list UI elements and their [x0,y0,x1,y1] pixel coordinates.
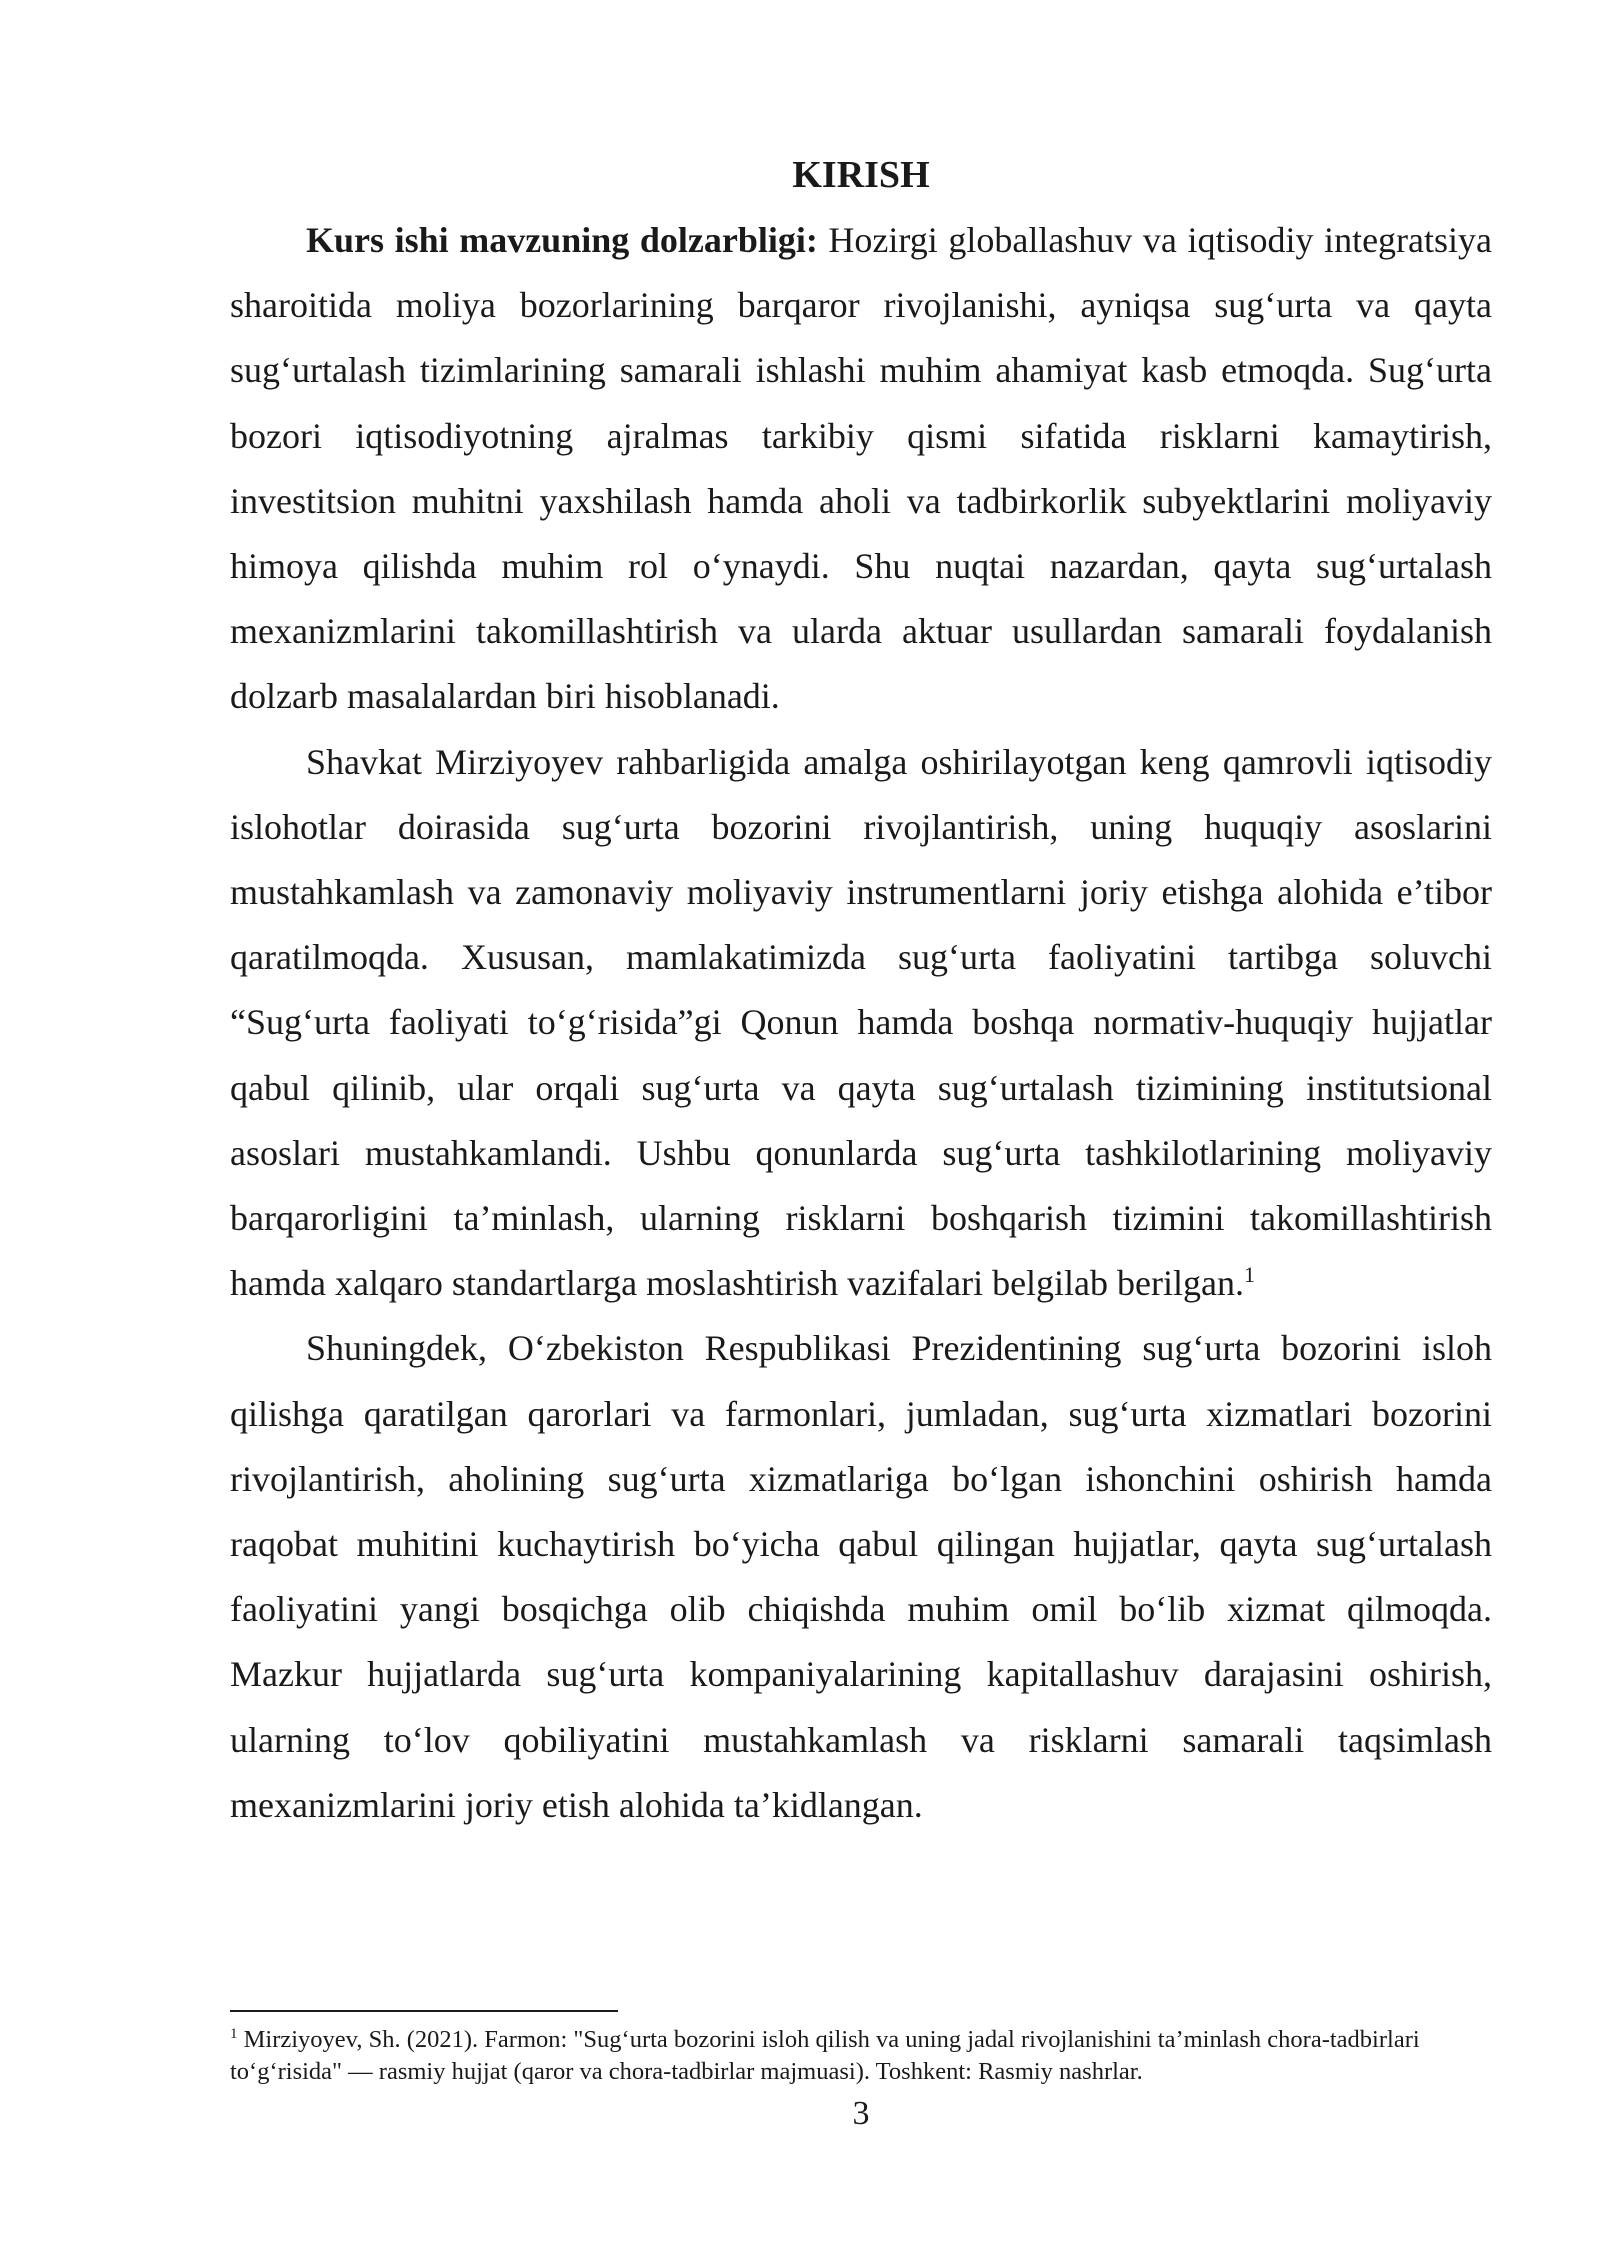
paragraph-text: Hozirgi globallashuv va iqtisodiy integratsiya sharoitida moliya bozorlarining barqaror rivojlanishi, ayniqsa sug‘urta va qayta sug‘urtalash tizimlarining samarali ishlashi muhim ahamiyat kasb etmoqda. Sug‘urta bozori iqtisodiyotning ajralmas tarkibiy qismi sifatida risklarni kamaytirish, investitsion muhitni yaxshilash hamda aholi va tadbirkorlik subyektlarini moliyaviy himoya qilishda muhim rol o‘ynaydi. Shu nuqtai nazardan, qayta sug‘urtalash mexanizmlarini takomillashtirish va ularda aktuar usullardan samarali foydalanish dolzarb masalalardan biri hisoblanadi. [230,220,1493,717]
footnote-text: Mirziyoyev, Sh. (2021). Farmon: "Sug‘urta bozorini isloh qilish va uning jadal rivojlanishini ta’minlash chora-tadbirlari to‘g‘risida" — rasmiy hujjat (qaror va chora-tadbirlar majmuasi). Toshkent: Rasmiy nashrlar. [230,2026,1420,2085]
paragraph-relevance [230,208,1492,730]
paragraph-presidential-decrees [230,1316,1492,1838]
relevance-lead-label: Kurs ishi mavzuning dolzarbligi: [306,220,818,260]
paragraph-reforms [230,730,1492,1317]
page-number: 3 [852,2095,870,2132]
footnote [230,2024,1492,2088]
footnote-separator [230,2010,618,2012]
section-heading: KIRISH [792,154,930,196]
body-text [230,208,1492,1838]
footnote-reference[interactable]: 1 [1243,1262,1255,1288]
footnote-marker: 1 [230,2025,238,2042]
paragraph-text: Shuningdek, O‘zbekiston Respublikasi Prezidentining sug‘urta bozorini isloh qilishga qaratilgan qarorlari va farmonlari, jumladan, sug‘urta xizmatlari bozorini rivojlantirish, aholining sug‘urta xizmatlariga bo‘lgan ishonchini oshirish hamda raqobat muhitini kuchaytirish bo‘yicha qabul qilingan hujjatlar, qayta sug‘urtalash faoliyatini yangi bosqichga olib chiqishda muhim omil bo‘lib xizmat qilmoqda. Mazkur hujjatlarda sug‘urta kompaniyalarining kapitallashuv darajasini oshirish, ularning to‘lov qobiliyatini mustahkamlash va risklarni samarali taqsimlash mexanizmlarini joriy etish alohida ta’kidlangan. [230,1328,1492,1825]
paragraph-text: Shavkat Mirziyoyev rahbarligida amalga oshirilayotgan keng qamrovli iqtisodiy islohotlar doirasida sug‘urta bozorini rivojlantirish, uning huquqiy asoslarini mustahkamlash va zamonaviy moliyaviy instrumentlarni joriy etishga alohida e’tibor qaratilmoqda. Xususan, mamlakatimizda sug‘urta faoliyatini tartibga soluvchi “Sug‘urta faoliyati to‘g‘risida”gi Qonun hamda boshqa normativ-huquqiy hujjatlar qabul qilinib, ular orqali sug‘urta va qayta sug‘urtalash tizimining institutsional asoslari mustahkamlandi. Ushbu qonunlarda sug‘urta tashkilotlarining moliyaviy barqarorligini ta’minlash, ularning risklarni boshqarish tizimini takomillashtirish hamda xalqaro standartlarga moslashtirish vazifalari belgilab berilgan. [230,741,1492,1304]
